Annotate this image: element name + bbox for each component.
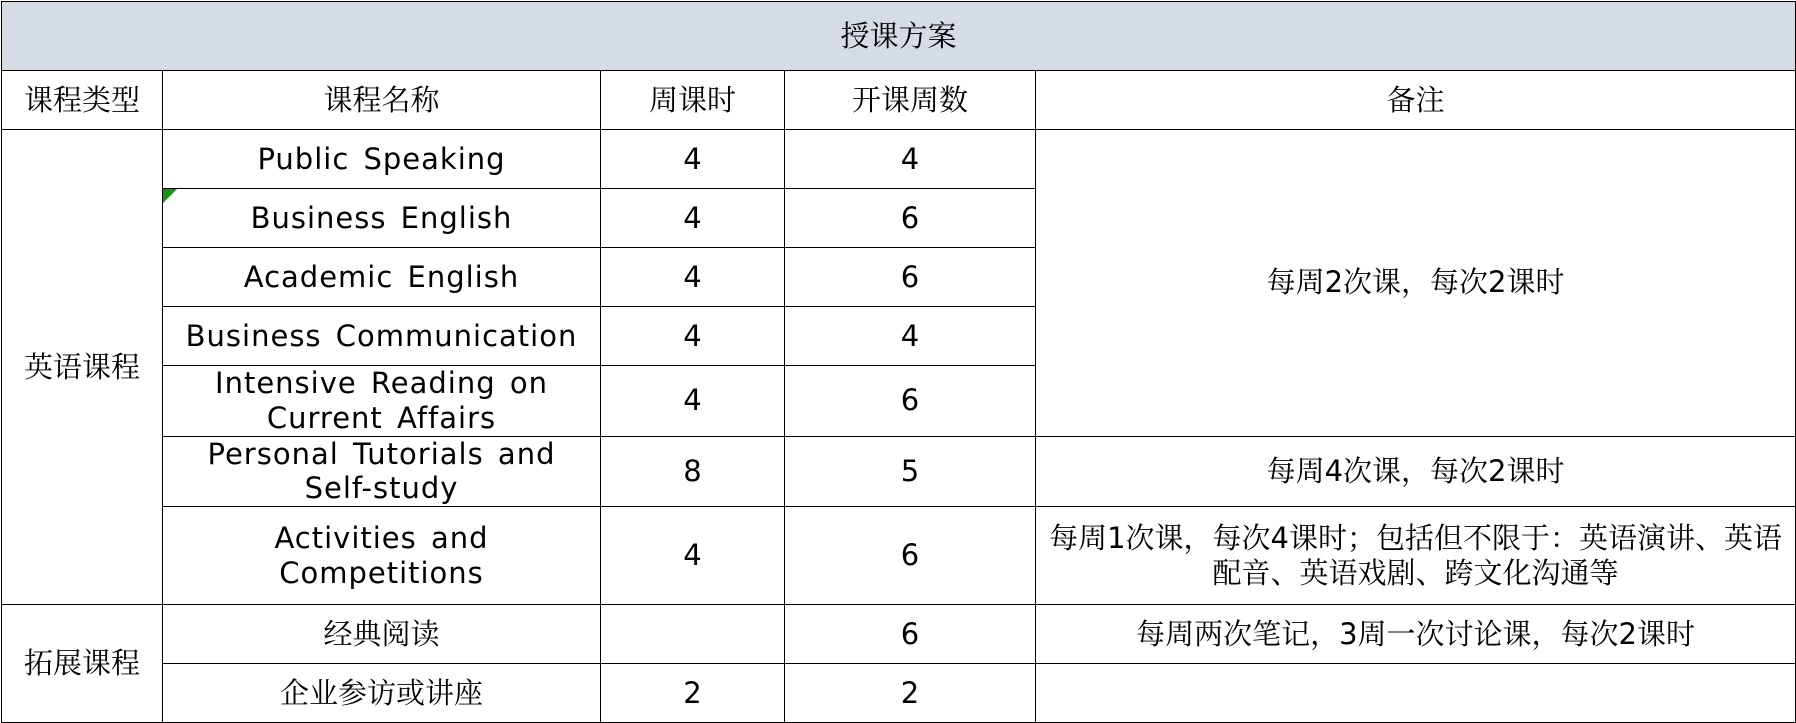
weekly-hours-cell[interactable]: 2 [601, 664, 785, 723]
course-name-cell[interactable]: Business Communication [163, 307, 601, 366]
header-course-name[interactable]: 课程名称 [163, 71, 601, 130]
notes-cell[interactable]: 每周4次课，每次2课时 [1036, 436, 1796, 507]
notes-cell[interactable] [1036, 664, 1796, 723]
weekly-hours-cell[interactable]: 4 [601, 248, 785, 307]
weekly-hours-cell[interactable]: 4 [601, 366, 785, 437]
header-weeks[interactable]: 开课周数 [785, 71, 1036, 130]
weeks-cell[interactable]: 6 [785, 189, 1036, 248]
course-name-cell[interactable]: Intensive Reading on Current Affairs [163, 366, 601, 437]
weeks-cell[interactable]: 6 [785, 507, 1036, 605]
header-weekly-hours[interactable]: 周课时 [601, 71, 785, 130]
weeks-cell[interactable]: 2 [785, 664, 1036, 723]
notes-cell[interactable]: 每周2次课，每次2课时 [1036, 130, 1796, 437]
table-row [2, 130, 1796, 189]
comment-indicator-icon[interactable] [163, 189, 177, 203]
weekly-hours-cell[interactable]: 4 [601, 507, 785, 605]
course-name-cell[interactable] [163, 189, 601, 248]
header-notes[interactable]: 备注 [1036, 71, 1796, 130]
course-type-cell[interactable]: 拓展课程 [2, 605, 163, 723]
course-type-cell[interactable]: 英语课程 [2, 130, 163, 605]
notes-cell[interactable]: 每周1次课，每次4课时；包括但不限于：英语演讲、英语配音、英语戏剧、跨文化沟通等 [1036, 507, 1796, 605]
table-row [2, 605, 1796, 664]
weeks-cell[interactable]: 6 [785, 366, 1036, 437]
weekly-hours-cell[interactable]: 4 [601, 189, 785, 248]
weekly-hours-cell[interactable]: 4 [601, 307, 785, 366]
header-row [2, 71, 1796, 130]
table-row [2, 436, 1796, 507]
course-plan-table [1, 1, 1796, 723]
weekly-hours-cell[interactable]: 4 [601, 130, 785, 189]
table-row [2, 507, 1796, 605]
course-name-cell[interactable]: Academic English [163, 248, 601, 307]
course-name-text: Business English [250, 200, 513, 235]
title-row [2, 2, 1796, 71]
course-name-cell[interactable]: 企业参访或讲座 [163, 664, 601, 723]
course-name-cell[interactable]: Public Speaking [163, 130, 601, 189]
weeks-cell[interactable]: 4 [785, 307, 1036, 366]
weekly-hours-cell[interactable] [601, 605, 785, 664]
weeks-cell[interactable]: 4 [785, 130, 1036, 189]
weeks-cell[interactable]: 5 [785, 436, 1036, 507]
course-name-cell[interactable]: 经典阅读 [163, 605, 601, 664]
table-row [2, 664, 1796, 723]
weeks-cell[interactable]: 6 [785, 605, 1036, 664]
weekly-hours-cell[interactable]: 8 [601, 436, 785, 507]
table-title[interactable]: 授课方案 [2, 2, 1796, 71]
weeks-cell[interactable]: 6 [785, 248, 1036, 307]
notes-cell[interactable]: 每周两次笔记，3周一次讨论课，每次2课时 [1036, 605, 1796, 664]
course-name-cell[interactable]: Activities and Competitions [163, 507, 601, 605]
header-course-type[interactable]: 课程类型 [2, 71, 163, 130]
course-name-cell[interactable]: Personal Tutorials and Self-study [163, 436, 601, 507]
